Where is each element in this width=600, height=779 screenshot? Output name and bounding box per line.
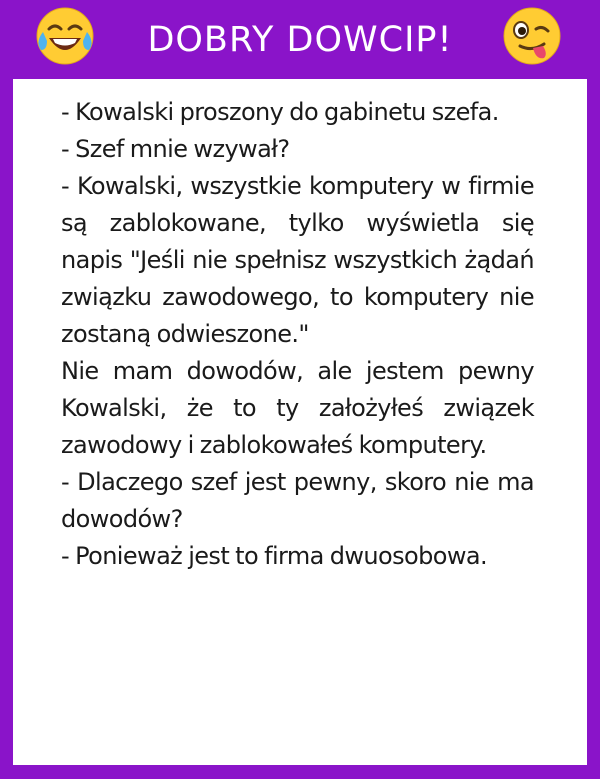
joke-text: [61, 94, 534, 575]
joke-line: - Ponieważ jest to firma dwuosobowa.: [61, 542, 488, 570]
page-title: DOBRY DOWCIP!: [147, 20, 453, 60]
winking-tongue-emoji-icon: [500, 4, 564, 68]
joke-line: - Dlaczego szef jest pewny, skoro nie ma dowodów?: [61, 468, 534, 533]
joke-line: - Kowalski proszony do gabinetu szefa.: [61, 98, 499, 126]
joke-line: Nie mam dowodów, ale jestem pewny Kowalski, że to ty założyłeś związek zawodowy i zablokowałeś komputery.: [61, 357, 534, 459]
joke-line: - Kowalski, wszystkie komputery w firmie są zablokowane, tylko wyświetla się napis "Jeśli nie spełnisz wszystkich żądań związku zawodowego, to komputery nie zostaną odwieszone.": [61, 172, 534, 348]
header-bar: [0, 0, 600, 80]
joke-line: - Szef mnie wzywał?: [61, 135, 290, 163]
